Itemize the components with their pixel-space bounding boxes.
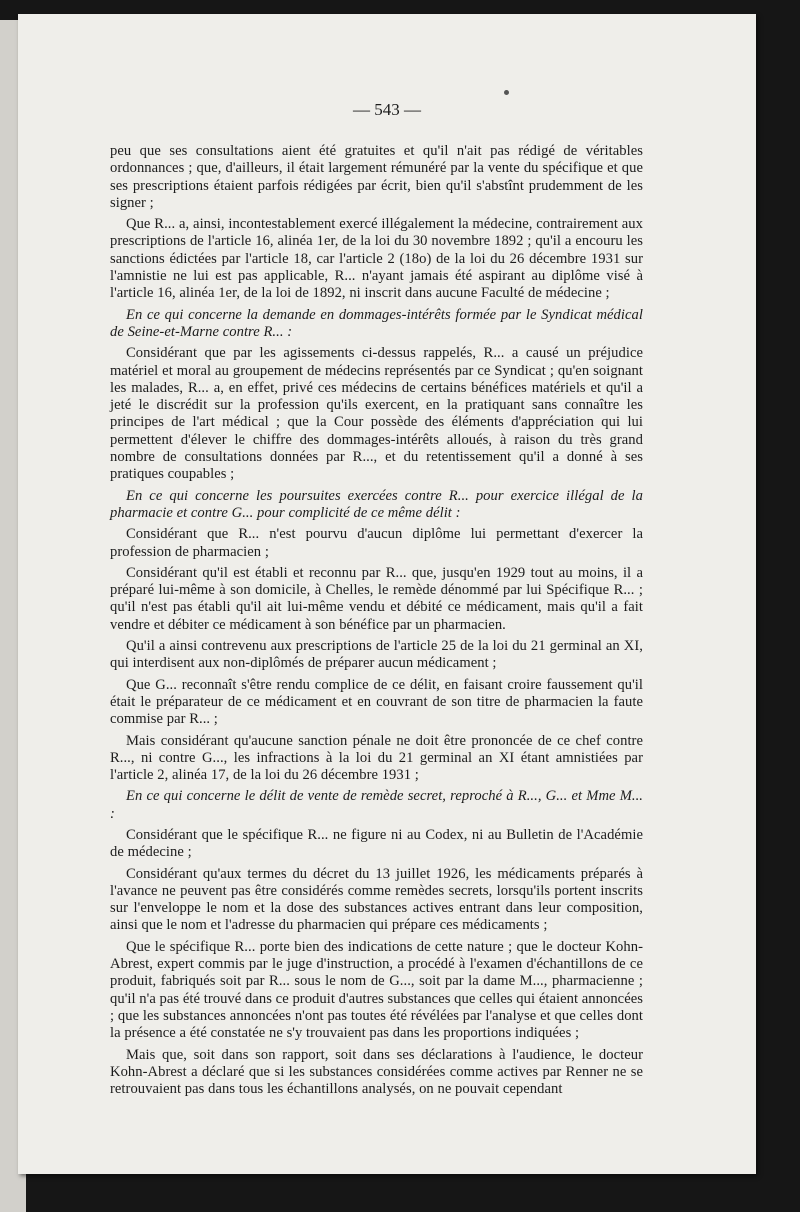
page-number: — 543 — [353, 100, 421, 119]
section-heading: En ce qui concerne les poursuites exercées contre R... pour exercice illégal de la pharmacie et contre G... pour complicité de ce même délit : [110, 487, 643, 521]
paragraph: peu que ses consultations aient été gratuites et qu'il n'ait pas rédigé de véritables ordonnances ; que, d'ailleurs, il était largement rémunéré par la vente du spécifique et que ses prescriptions étaient parfois rédigées par écrit, bien qu'il s'abstînt prudemment de les signer ; [110, 143, 643, 211]
ink-speck [504, 90, 509, 95]
paragraph: Considérant qu'il est établi et reconnu par R... que, jusqu'en 1929 tout au moins, il a préparé lui-même à son domicile, à Chelles, le remède dénommé par lui Spécifique R... ; qu'il n'est pas établi qu'il ait lui-même vendu et débité ce médicament, mais qu'il a fait vendre et débiter ce médicament à son bénéfice par un pharmacien. [110, 564, 643, 633]
paragraph: Considérant que par les agissements ci-dessus rappelés, R... a causé un préjudice matériel et moral au groupement de médecins représentés par ce Syndicat ; qu'en soignant les malades, R... a, en effet, privé ces médecins de certains bénéfices matériels et qu'il a jeté le discrédit sur la profession qu'ils exercent, en la pratiquant sans connaître les principes de l'art médical ; que la Cour possède des éléments d'appréciation qui lui permettent d'élever le chiffre des dommages-intérêts alloués, à raison du très grand nombre de consultations données par R..., et du retentissement qu'il a donné à ses pratiques coupables ; [110, 345, 643, 483]
document-page [18, 14, 756, 1174]
paragraph: Que G... reconnaît s'être rendu complice de ce délit, en faisant croire faussement qu'il était le préparateur de ce médicament et en couvrant de son titre de pharmacien la faute commise par R... ; [110, 676, 643, 728]
paragraph: Mais que, soit dans son rapport, soit dans ses déclarations à l'audience, le docteur Kohn-Abrest a déclaré que si les substances considérées comme actives par Renner ne se retrouvaient pas dans tous les échantillons analysés, on ne pouvait cependant [110, 1046, 643, 1098]
paragraph: Mais considérant qu'aucune sanction pénale ne doit être prononcée de ce chef contre R..., ni contre G..., les infractions à la loi du 21 germinal an XI étant amnistiées par l'article 2, alinéa 17, de la loi du 26 décembre 1931 ; [110, 732, 643, 784]
paragraph: Considérant que R... n'est pourvu d'aucun diplôme lui permettant d'exercer la profession de pharmacien ; [110, 526, 643, 560]
section-heading: En ce qui concerne la demande en dommages-intérêts formée par le Syndicat médical de Seine-et-Marne contre R... : [110, 306, 643, 340]
paragraph: Considérant que le spécifique R... ne figure ni au Codex, ni au Bulletin de l'Académie de médecine ; [110, 826, 643, 861]
paragraph: Qu'il a ainsi contrevenu aux prescriptions de l'article 25 de la loi du 21 germinal an XI, qui interdisent aux non-diplômés de préparer aucun médicament ; [110, 638, 643, 672]
paragraph: Que R... a, ainsi, incontestablement exercé illégalement la médecine, contrairement aux prescriptions de l'article 16, alinéa 1er, de la loi du 30 novembre 1892 ; qu'il a encouru les sanctions édictées par l'article 18, car l'article 2 (18o) de la loi du 26 décembre 1931 sur l'amnistie ne lui est pas applicable, R... n'ayant jamais été aspirant au diplôme visé à l'article 16, alinéa 1er, de la loi de 1892, ni inscrit dans aucune Faculté de médecine ; [110, 216, 643, 302]
paragraph: Considérant qu'aux termes du décret du 13 juillet 1926, les médicaments préparés à l'avance ne peuvent pas être considérés comme remèdes secrets, lorsqu'ils portent inscrits sur l'enveloppe le nom et la dose des substances actives entrant dans leur composition, ainsi que le nom et l'adresse du pharmacien qui prépare ces médicaments ; [110, 865, 643, 934]
paragraph: Que le spécifique R... porte bien des indications de cette nature ; que le docteur Kohn-Abrest, expert commis par le juge d'instruction, a procédé à l'examen d'échantillons de ce produit, fabriqués soit par R... sous le nom de G..., soit par la dame M..., pharmacienne ; qu'il n'a pas été trouvé dans ce produit d'autres substances que celles qui étaient annoncées ; que les substances annoncées n'ont pas toutes été révélées par l'analyse et que celles dont la présence a été constatée ne s'y trouvaient pas dans les proportions indiquées ; [110, 938, 643, 1042]
section-heading: En ce qui concerne le délit de vente de remède secret, reproché à R..., G... et Mme M... : [110, 788, 643, 822]
body-text [110, 143, 643, 1102]
